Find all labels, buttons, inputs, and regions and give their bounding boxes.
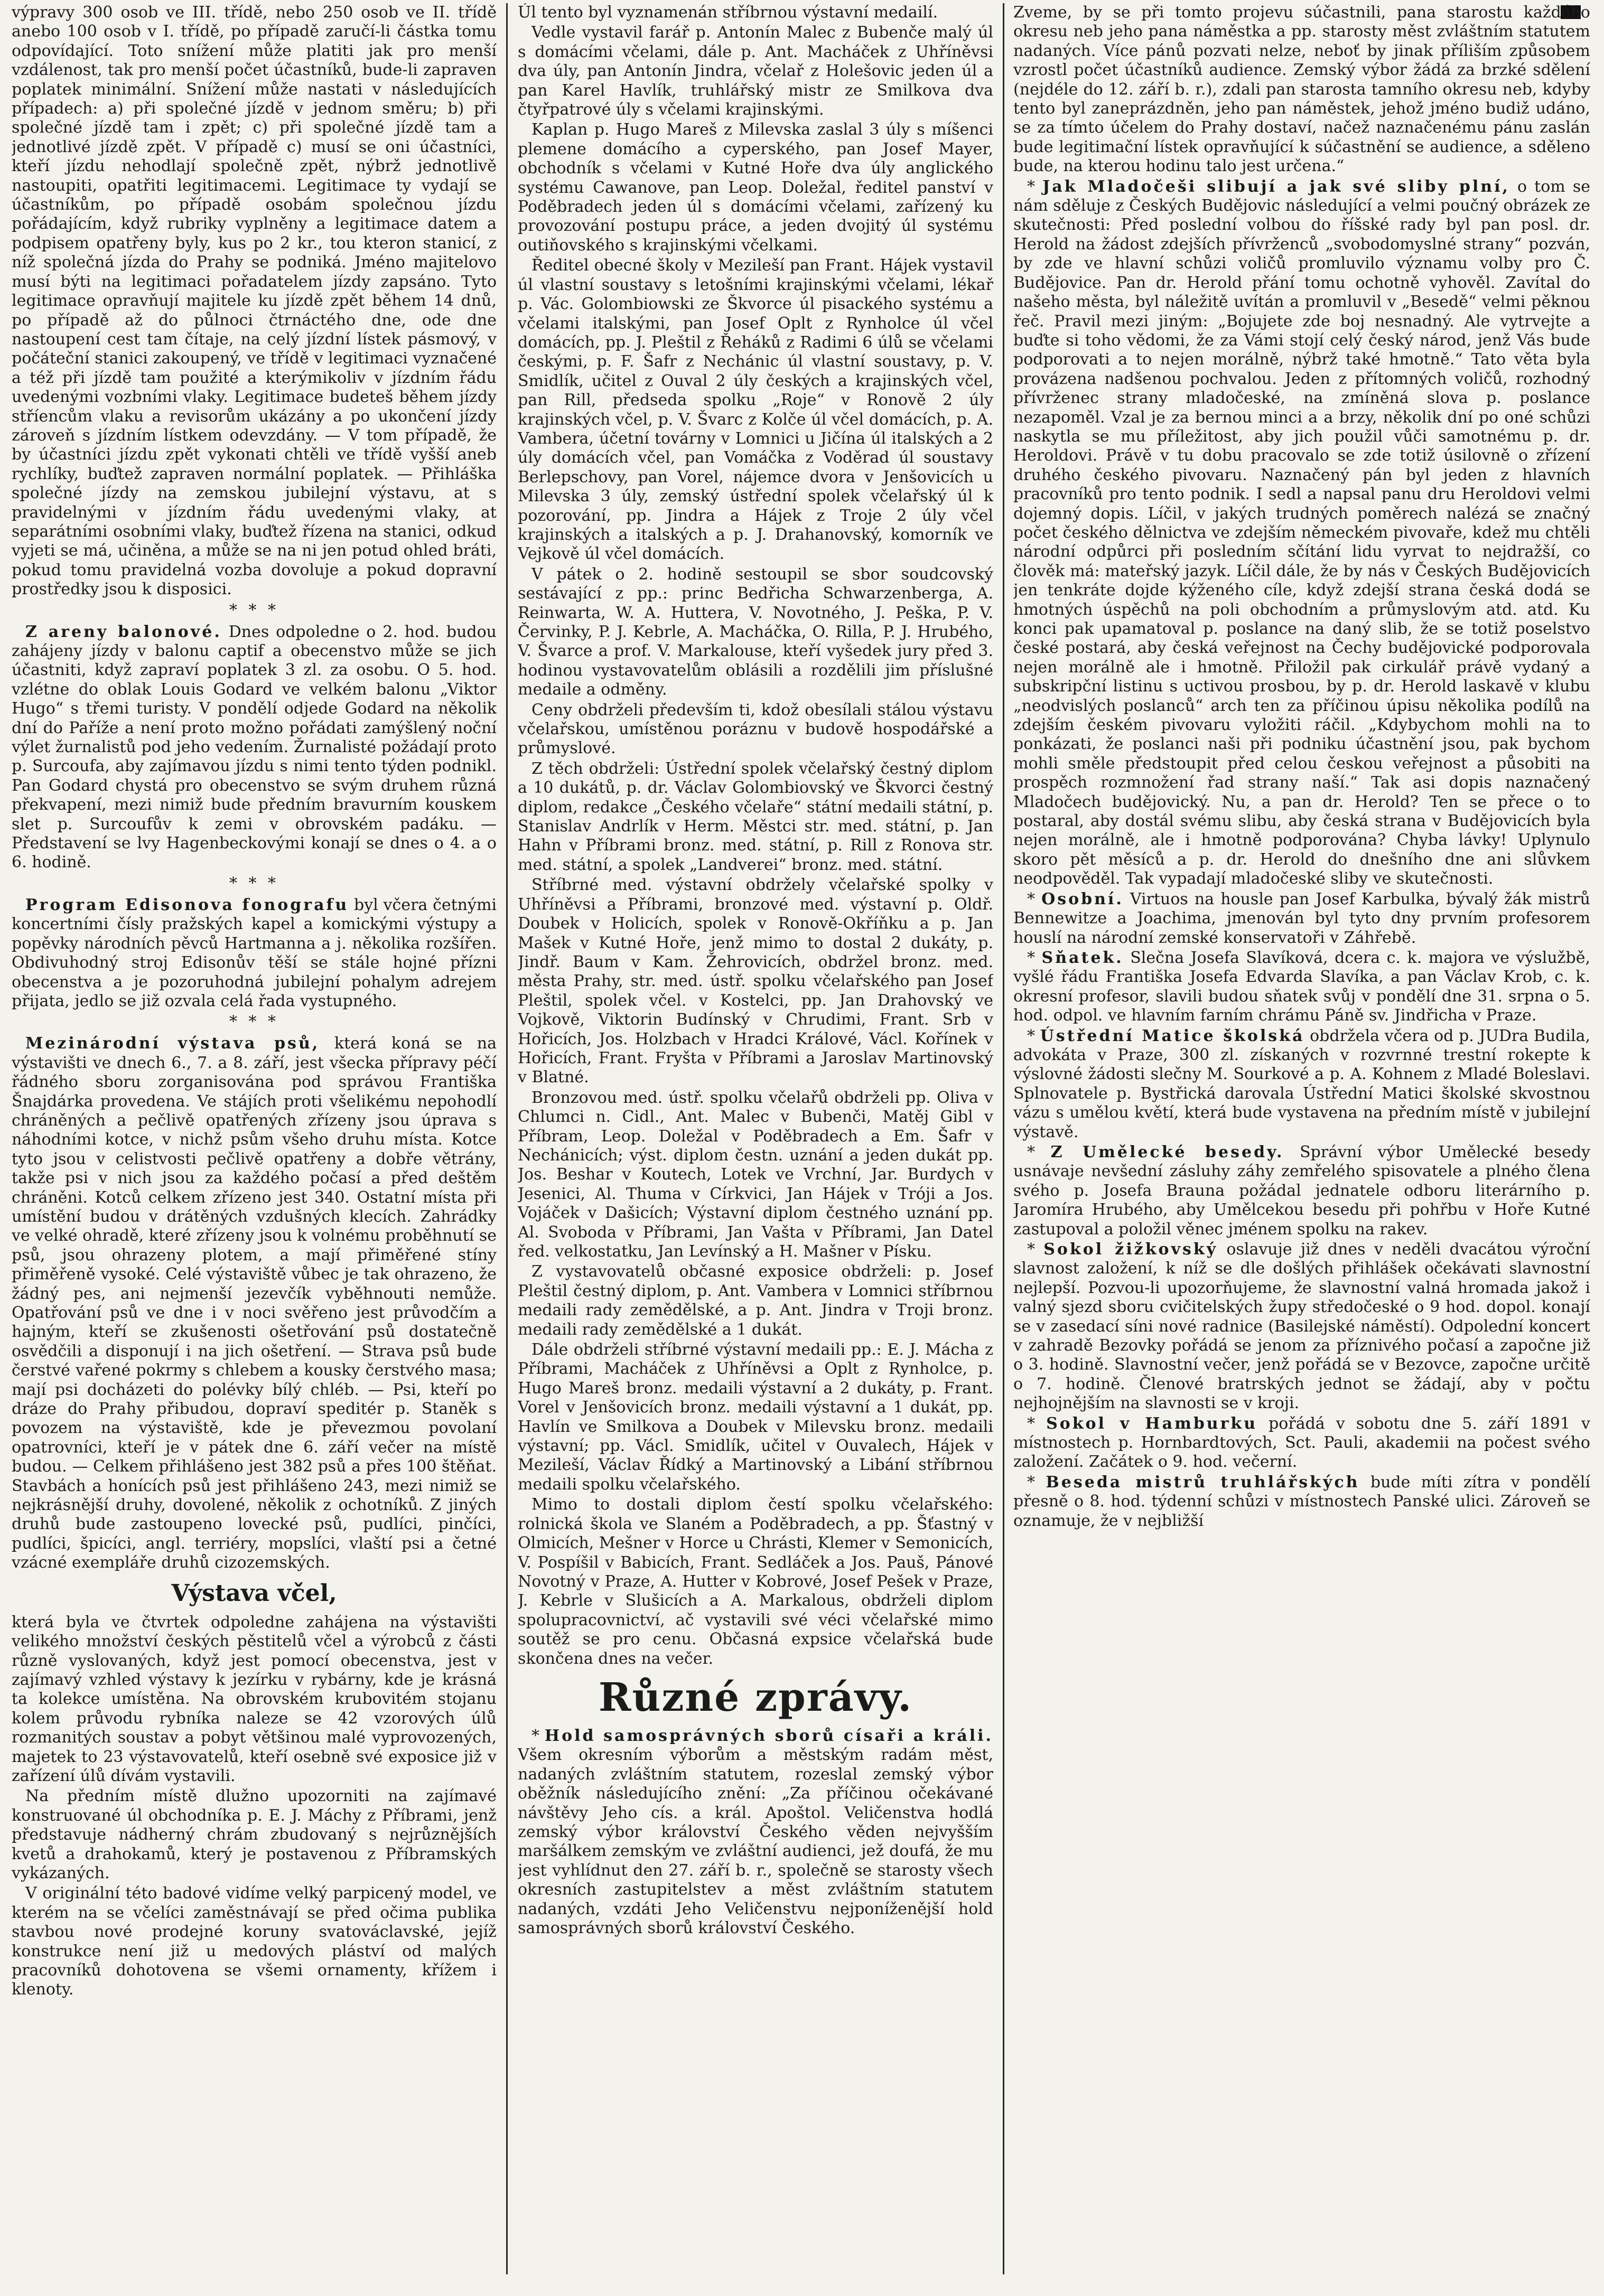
separator: * * * — [229, 601, 279, 620]
article-paragraph — [12, 623, 497, 873]
article-text: Správní výbor Umělecké besedy usnávaje nevšední zásluhy záhy zemřelého spisovatele a plného člena svého p. Josefa Brauna požádal jednatele odboru literárního p. Jaromíra Hrubého, aby Umělcekou besedu při pohřbu v Hoře Kutné zastupoval a položil věnec jménem spolku na rakev. — [1013, 1142, 1590, 1239]
article-text: Kaplan p. Hugo Mareš z Milevska zaslal 3 úly s míšenci plemene domácího a cyperského, pan Josef Mayer, obchodník s včelami v Kutné Hoře dva úly anglického systému Cawanove, pan Leop. Doležal, ředitel panství v Poděbradech jeden úl s domácími včelami, zařízený ku provozování postupu práce, a jeden dvojitý úl systému outiňovského s krajinskými včelkami. — [518, 120, 993, 255]
article-text: V originální této badové vidíme velký parpicený model, ve kterém na se včelíci zaměstnávají se před očima publika stavbou nové prodejné koruny svatováclavské, jejíž konstrukce není již u medových pláství od malých pracovníků dohotovena se všemi ornamenty, křížem i klenoty. — [12, 1884, 497, 1999]
article-text: Bronzovou med. ústř. spolku včelařů obdrželi pp. Oliva v Chlumci n. Cidl., Ant. Malec v Bubenči, Matěj Gibl v Příbram, Leop. Doležal v Poděbradech a Em. Šafr v Nechánicích; výst. diplom čestn. uznání a jeden dukát pp. Jos. Beshar v Koutech, Lotek ve Vrchní, Jar. Burdych v Jesenici, Al. Thuma v Církvici, Jan Hájek v Tróji a Jos. Vojáček v Dašicích; Výstavní diplom čestného uznání pp. Al. Svoboda v Příbrami, Jan Vašta v Příbrami, Jan Datel řed. velkostatku, Jan Levínský a H. Mašner v Písku. — [518, 1088, 993, 1261]
bullet-icon: * — [1027, 1240, 1035, 1259]
article-text: pořádá v sobotu dne 5. září 1891 v místnostech p. Hornbardtových, Sct. Pauli, akademii na počest svého založení. Začátek o 9. hod. večerní. — [1013, 1414, 1590, 1472]
column-3 — [1013, 3, 1590, 2274]
article-paragraph — [1013, 1240, 1590, 1413]
article-lead: Mezinárodní výstava psů, — [25, 1034, 320, 1053]
bullet-icon: * — [1027, 889, 1035, 908]
bullet-icon: * — [1027, 1414, 1035, 1433]
article-lead: Jak Mladočeši slibují a jak své sliby plní, — [1042, 177, 1510, 196]
article-text: Z těch obdrželi: Ústřední spolek včelařský čestný diplom a 10 dukátů, p. dr. Václav Golombiovský ve Škvorci čestný diplom, redakce „Českého včelaře“ státní medaili státní, p. Stanislav Andrlík v Herm. Městci str. med. státní, p. Jan Hahn v Příbrami bronz. med. státní, p. Rill z Ronova str. med. státní, a spolek „Landverei“ bronz. med. státní. — [518, 759, 993, 874]
article-text: Vedle vystavil farář p. Antonín Malec z Bubenče malý úl s domácími včelami, dále p. Ant. Macháček z Uhříněvsi dva úly, pan Antonín Jindra, včelař z Holešovic jeden úl a pan Karel Havlík, truhlářský mistr ze Smilkova dva čtyřpatrové úly s včelami krajinskými. — [518, 23, 993, 119]
article-text: V pátek o 2. hodině sestoupil se sbor soudcovský sestávající z pp.: princ Bedřicha Schwarzenberga, A. Reinwarta, W. A. Huttera, V. Novotného, J. Peška, P. V. Červinky, P. J. Kebrle, A. Macháčka, O. Rilla, P. J. Hrubého, V. Švarce a prof. V. Markalouse, kteří vyšedek jury před 3. hodinou vystavovatelům oblásili a rozdělili jim příslušné medaile a odměny. — [518, 565, 993, 699]
section-heading: Různé zprávy. — [599, 1674, 912, 1720]
column-1 — [12, 3, 497, 2274]
article-text: Všem okresním výborům a městským radám měst, nadaných zvláštním statutem, rozeslal zemský výbor oběžník následujícího znění: „Za příčinou očekávané návštěvy Jeho cís. a král. Apoštol. Veličenstva hodlá zemský výbor království Českého věden nejvyšším maršálkem zemským ve zvláštní audienci, jež doufá, že mu jest vyhlídnut den 27. září b. r., společně se starosty všech okresních zastupitelstev a měst zvláštním statutem nadaných, vzdáti Jeho Veličenstvu nejponíženější hold samosprávných sborů království Českého. — [518, 1746, 993, 1937]
column-2 — [518, 3, 993, 2274]
separator: * * * — [229, 1013, 279, 1032]
bullet-icon: * — [1027, 177, 1035, 196]
article-lead: Sokol žižkovský — [1043, 1240, 1218, 1259]
column-rule — [1003, 3, 1004, 2274]
article-text: Zveme, by se při tomto projevu súčastnili, pana starostu každého okresu neb jeho pana náměstka a pp. starosty měst zvláštním statutem nadaných. Více pánů pozvati nelze, neboť by jinak příliším způsobem vzrostl počet účastníků audience. Zemský výbor žádá za brzké sdělení (nejdéle do 12. září b. r.), zdali pan starosta tamního okresu neb, kdyby tento byl zaneprázdněn, jeho pan náměstek, jehož jméno budiž udáno, se za tímto účelem do Prahy dostaví, načež naznačenému pánu zaslán bude legitimační lístek opravňující k súčastnění se audience, a sděleno bude, na kterou hodinu talo jest určena.“ — [1013, 3, 1590, 176]
article-text: bude míti zítra v pondělí přesně o 8. hod. týdenní schůzi v místnostech Panské ulici. Zároveň se oznamuje, že v nejbližší — [1013, 1473, 1590, 1530]
bullet-icon: * — [1027, 1142, 1035, 1161]
article-paragraph — [1013, 949, 1590, 1026]
section-heading: Výstava včel, — [171, 1579, 337, 1607]
article-paragraph — [1013, 1414, 1590, 1472]
article-lead: Z Umělecké besedy. — [1050, 1142, 1284, 1161]
article-lead: Ústřední Matice školská — [1040, 1026, 1305, 1045]
article-paragraph — [1013, 1027, 1590, 1142]
article-lead: Osobní. — [1041, 889, 1124, 908]
article-text: oslavuje již dnes v neděli dvacátou výroční slavnost založení, k níž se dle došlých přihlášek očekávati slavnostní nejlepší. Pozvou-li upozorňujeme, že slavnostní valná hromada jakož i valný sjezd sboru cvičitelských župy středočeské o 9 hod. dopol. konají se v zasedací síni nové radnice (Basilejské náměstí). Odpolední koncert v zahradě Bezovky pořádá se jenom za příznivého počasí a započne již o 3. hodině. Slavnostní večer, jenž pořádá se v Bezovce, započne určitě o 7. hodině. Členové bratrských jednot se žádají, aby v počtu nejhojnějším na slavnosti se v kroji. — [1013, 1240, 1590, 1413]
article-text: Dnes odpoledne o 2. hod. budou zahájeny jízdy v balonu captif a obecenstvo může se jich účastniti, když zapraví poplatek 3 zl. za osobu. O 5. hod. vzlétne do oblak Louis Godard ve velkém balonu „Viktor Hugo“ s třemi turisty. V pondělí odjede Godard na několik dní do Paříže a není proto možno pořádati zamýšlený noční výlet žurnalistů pod jeho vedením. Žurnalisté požádají proto p. Surcoufa, aby zajímavou jízdu s nimi tento týden podnikl. Pan Godard chystá pro obecenstvo se svým druhem různá překvapení, mezi nimiž bude předním bravurním kouskem slet p. Surcoufův k zemi v obrovském padáku. — Představení se lvy Hagenbeckovými konají se dnes o 4. a o 6. hodině. — [12, 622, 497, 872]
article-lead: Sňatek. — [1041, 948, 1124, 967]
article-paragraph — [1013, 1473, 1590, 1531]
article-text: o tom se nám sděluje z Českých Budějovic následující a velmi poučný obrázek ze skutečnosti: Před poslední volbou do říšské rady byl pan posl. dr. Herold na žádost zdejších přívrženců „svobodomyslné strany“ pozván, by zde ve hlavní schůzi voličů promluvilo významu volby pro Č. Budějovice. Pan dr. Herold přání tomu ochotně vyhověl. Zavítal do našeho města, byl náležitě uvítán a promluvil v „Besedě“ velmi pěknou řeč. Pravil mezi jiným: „Bojujete zde boj nesnadný. Ale vytrvejte a buďte si toho vědomi, že za Vámi stojí celý český národ, jenž Vás bude podporovati a to nejen morálně, nýbrž také hmotně.“ Tato věta byla provázena nadšenou pochvalou. Jeden z přítomných voličů, rozhodný přívrženec strany mladočeské, na zmíněná slova p. poslance nezapoměl. Vzal je za bernou minci a a brzy, několik dní po oné schůzi naskytla se mu příležitost, aby jich použil vůči samotnému p. dr. Heroldovi. Právě v tu dobu pracovalo se zde totiž úsilovně o zřízení druhého českého pivovaru. Naznačený pán byl jeden z hlavních pracovníků pro tento podnik. I sedl a napsal panu dru Heroldovi velmi dojemný dopis. Líčil, v jakých trudných poměrech nalézá se značný počet českého dělnictva ve zdejším německém pivovaře, kdež mu chtěli národní odpůrci při posledním sčítání lidu vyrvat to nejdražší, co člověk má: mateřský jazyk. Líčil dále, že by nás v Českých Budějovicích jen tenkráte dojde kýženého cíle, když zdejší strana česká dodá se hmotných úspěchů na poli obchodním a průmyslovým atd. atd. Ku konci pak upamatoval p. poslance na daný slib, že se totiž poselstvo české postará, aby česká veřejnost na Čechy budějovické podporovala nejen morálně ale i hmotně. Přiložil pak cirkulář právě vydaný a subskripční listinu s uctivou prosbou, by p. dr. Herold laskavě v klubu „neodvislých poslanců“ arch ten za příčinou úpisu několika podílů na zdejším českém pivovaru vyložiti ráčil. „Kdybychom mohli na to ponkázati, že poslanci naši při podniku účastnění jsou, pak bychom mohli směle předstoupit před celou českou veřejnost a působiti na prospěch rozmnožení řad strany naší.“ Tak asi dopis naznačený Mladočech budějovický. Nu, a pan dr. Herold? Ten se přece o to postaral, aby dostál svému slibu, aby česká strana v Budějovicích byla nejen morálně, ale i hmotně podporována? Chyba lávky! Uplynulo skoro pět měsíců a p. dr. Herold do dnešního dne ani slůvkem neodpověděl. Tak vypadají mladočeské sliby ve skutečnosti. — [1013, 177, 1590, 888]
article-text: výpravy 300 osob ve III. třídě, nebo 250 osob ve II. třídě anebo 100 osob v I. třídě, po případě zaručí-li částka tomu odpovídající. Toto snížení může platiti jak pro menší vzdálenost, tak pro menší počet účastníků, bude-li zapraven poplatek minimální. Snížení může nastati v následujících případech: a) při společné jízdě v jednom směru; b) při společné jízdě tam i zpět; c) při společné jízdě tam a jednotlivé jízdě zpět. V případě c) musí se oni účastníci, kteří jízdu nehodlají společně zpět, nýbrž jednotlivě nastoupiti, opatřiti legitimacemi. Legitimace ty vydají se účastníkům, po případě osobám společnou jízdu pořádajícím, když rubriky vyplněny a legitimace datem a podpisem opatřeny byly, kus po 2 kr., tou kteron stanicí, z níž společná jízda do Prahy se podniká. Jméno majitelovo musí býti na legitimaci pořadatelem jízdy zapsáno. Tyto legitimace opravňují majitele ku jízdě zpět během 14 dnů, po případě až do půlnoci čtrnáctého dne, ode dne nastoupení cest tam čítaje, na celý jízdní lístek pásmový, v počáteční stanici zakoupený, ve třídě v legitimaci vyznačené a též při jízdě tam použité a kterýmikoliv v jízdním řádu uvedenými vozbními vlaky. Legitimace budeteš během jízdy stříencům vlaku a revisorům ukázány a po ukončení jízdy zároveň s jízdním lístkem odevzdány. — V tom případě, že by účastníci jízdu zpět vykonati chtěli ve třídě vyšší aneb rychlíky, buďtež zapraven normální poplatek. — Přihláška společné jízdy na zemskou jubilejní výstavu, at s pravidelnými v jízdním řádu uvedenými vlaky, at separátními osobními vlaky, buďtež řízena na stanici, odkud vyjeti se má, učiněna, a může se na ni jen potud ohled bráti, pokud tomu pravidelná vozba dovoluje a pokud dopravní prostředky jsou k disposici. — [12, 3, 497, 599]
article-paragraph — [12, 896, 497, 1011]
article-lead: Sokol v Hamburku — [1046, 1414, 1258, 1433]
article-text: Na předním místě dlužno upozorniti na zajímavé konstruované úl obchodníka p. E. J. Máchy z Příbrami, jenž představuje nádherný chrám zbudovaný s nejrůznějších kvetů a drahokamů, který je postavenou z Příbramských vykázaných. — [12, 1787, 497, 1882]
article-text: Slečna Josefa Slavíková, dcera c. k. majora ve výslužbě, vyšlé řádu Františka Josefa Edvarda Slavíka, a pan Václav Krob, c. k. okresní profesor, slavili budou sňatek svůj v pondělí dne 31. srpna o 5. hod. odpol. ve hlavním farním chrámu Páně sv. Jindřicha v Praze. — [1013, 948, 1590, 1025]
article-text: Mimo to dostali diplom čestí spolku včelařského: rolnická škola ve Slaném a Poděbradech, a pp. Šťastný v Olmicích, Mešner v Horce u Chrásti, Klemer v Semonicích, V. Pospíšil v Babicích, Frant. Sedláček a Jos. Pauš, Pánové Novotný v Praze, A. Hutter v Kobrové, Josef Pešek v Praze, J. Kebrle v Slušicích a A. Markalous, obdrželi diplom spolupracovnictví, ač vystavili své véci včelařské mimo soutěž se pro cenu. Občasná expsice včelařská bude skončena dnes na večer. — [518, 1495, 993, 1668]
article-lead: Beseda mistrů truhlářských — [1046, 1473, 1360, 1492]
bullet-icon: * — [1027, 1473, 1035, 1492]
article-lead: Z areny balonové. — [25, 622, 222, 641]
bullet-icon: * — [531, 1726, 539, 1745]
article-paragraph — [1013, 1143, 1590, 1239]
article-text: byl včera četnými koncertními čísly pražských kapel a komickými výstupy a popěvky národních pěvců Hartmanna a j. několika rozšířen. Obdivuhodný stroj Edisonův těší se stále hojné přízni obecenstva a je pozoruhodná jubilejní pohalym adrejem přijata, jedlo se již ozvala celá řada vystupného. — [12, 895, 497, 1010]
article-text: která koná se na výstavišti ve dnech 6., 7. a 8. září, jest všecka přípravy péčí řádného sboru zorganisována pod správou Františka Šnajdárka provedena. Ve stájích proti všelikému nepohodlí chráněných a pečlivě opatřených zřízeny jsou úprava s náhodními kotce, v nichž psům všeho druhu místa. Kotce tyto jsou v celistvosti pečlivě opatřeny a dobře větrány, takže psi v nich jsou za každého počasí a před deštěm chráněni. Kotců celkem zřízeno jest 340. Ostatní místa při umístění budou v drátěných vzdušných klecích. Zahrádky ve velké ohradě, které zřízeny jsou k volnému proběhnutí se psů, jsou ohrazeny plotem, a mají přiměřené stíny přiměřeně vysoké. Celé výstaviště vůbec je tak ohrazeno, že žádný pes, ani nejmenší jezevčík vyběhnouti nemůže. Opatřování psů ve dne i v noci svěřeno jest průvodčím a hajným, kteří se zkušenosti ošetřování psů dostatečně osvědčili a disponují i na jich ošetření. — Strava psů bude čerstvé vařené pokrmy s chlebem a kousky čerstvého masa; mají psi docházeti do polévky bílý chléb. — Psi, kteří po dráze do Prahy přibudou, dopraví speditér p. Staněk s povozem na výstaviště, kde je převezmou povolaní opatrovníci, kteří je v pátek dne 6. září večer na místě budou. — Celkem přihlášeno jest 382 psů a přes 100 štěňat. Stavbách a honících psů jest přihlášeno 243, mezi nimiž se nejkrásnější druhy, dovolené, několik z ochotníků. Z jiných druhů bude zastoupeno lovecké psů, pudlíci, pinčíci, pudlíci, špicíci, angl. terriéry, mopslíci, vlaští psi a četné vzácné exempláře druhů cizozemských. — [12, 1034, 497, 1572]
article-text: obdržela včera od p. JUDra Budila, advokáta v Praze, 300 zl. získaných v rozvrnné trestní rokepte k výslovné žádosti slečny M. Sourkové a p. A. Kohnem z Mladé Boleslavi. Splnovatele p. Bystřická darovala Ústřední Matici školské skvostnou vázu s umělou květí, která bude vystavena na předním místě v jubilejní výstavě. — [1013, 1026, 1590, 1141]
article-text: Stříbrné med. výstavní obdržely včelařské spolky v Uhříněvsi a Příbrami, bronzové med. výstavní p. Oldř. Doubek v Holicích, spolek v Ronově-Okříňku a p. Jan Mašek v Kutné Hoře, jenž mimo to dostal 2 dukáty, p. Jindř. Baum v Kam. Žehrovicích, obdržel bronz. med. města Prahy, str. med. ústř. spolku včelařského pan Josef Pleštil, spolek včel. v Kostelci, pp. Jan Drahovský ve Vojkově, Viktorin Budínský v Chrudimi, Frant. Srb v Hořicích, Jos. Holzbach v Hradci Králové, Václ. Kořínek v Hořicích, Frant. Fryšta v Příbrami a Jaroslav Martinovský v Blatné. — [518, 876, 993, 1087]
article-lead: Program Edisonova fonografu — [25, 895, 349, 914]
article-text: Úl tento byl vyznamenán stříbrnou výstavní medailí. — [518, 3, 938, 22]
article-lead: Hold samosprávných sborů císaři a králi. — [544, 1726, 993, 1745]
article-paragraph — [1013, 177, 1590, 889]
newspaper-page — [12, 3, 1591, 2274]
article-paragraph — [518, 1727, 993, 1938]
article-text: Dále obdrželi stříbrné výstavní medaili pp.: E. J. Mácha z Příbrami, Macháček z Uhříněvsi a Oplt z Rynholce, p. Hugo Mareš bronz. medaili výstavní a 2 dukáty, p. Frant. Vorel v Jenšovicích bronz. medaili výstavní a 1 dukát, pp. Havlín ve Smilkova a Doubek v Milevsku bronz. medaili výstavní; pp. Václ. Smidlík, učitel v Ouvalech, Hájek v Mezileší, Václav Řídký a Martinovský a Libání stříbrnou medaili spolku včelařského. — [518, 1341, 993, 1494]
article-text: Virtuos na housle pan Josef Karbulka, bývalý žák mistrů Bennewitze a Joachima, jmenován byl tyto dny prvním profesorem houslí na národní zemské konservatoři v Záhřebě. — [1013, 889, 1590, 947]
article-text: která byla ve čtvrtek odpoledne zahájena na výstavišti velikého množství českých pěstitelů včel a výrobců z části různě vyslovaných, když jest pomocí obecenstva, jest v zajímavý vzhled výstavy k jezírku v rybárny, kde je krásná ta kolekce umístěna. Na obrovském krubovitém stojanu kolem průvodu rybníka naleze se 42 vzorových úlů rozmanitých soustav a pobyt většinou malé vyprovozených, majetek to 23 výstavovatelů, kteří osebně své exposice již v zařízení úlů dívám vystavili. — [12, 1613, 497, 1785]
bullet-icon: * — [1027, 948, 1035, 967]
article-text: Ceny obdrželi především ti, kdož obesílali stálou výstavu včelařskou, umístěnou poráznu v budově hospodářské a průmyslové. — [518, 700, 993, 758]
article-paragraph — [1013, 890, 1590, 948]
separator: * * * — [229, 874, 279, 893]
bullet-icon: * — [1027, 1026, 1035, 1045]
article-paragraph — [12, 1034, 497, 1572]
article-text: Ředitel obecné školy v Mezileší pan Frant. Hájek vystavil úl vlastní soustavy s letošními krajinskými včelami, lékař p. Vác. Golombiowski ze Škvorce úl pisackého systému a včelami italskými, pan Josef Oplt z Rynholce úl včel domácích, pp. J. Pleštil z Řeháků z Radimi 6 úlů se včelami českými, p. F. Šafr z Nechánic úl vlastní soustavy, p. V. Smidlík, učitel z Ouval 2 úly českých a krajinských včel, pan Rill, předseda spolku „Roje“ v Ronově 2 úly krajinských včel, p. V. Švarc z Kolče úl včel domácích, p. A. Vambera, účetní továrny v Lomnici u Jičína úl italských a 2 úly domácích včel, pan Vomáčka z Voděrad úl soustavy Berlepschovy, pan Vorel, nájemce dvora v Jenšovicích u Milevska 3 úly, zemský ústřední spolek včelařský úl k pozorování, pp. Jindra a Hájek z Troje 2 úly včel krajinských a italských a p. J. Drahanovský, komorník ve Vejkově úl včel domácích. — [518, 256, 993, 564]
article-text: Z vystavovatelů občasné exposice obdrželi: p. Josef Pleštil čestný diplom, p. Ant. Vambera v Lomnici stříbrnou medaili rady zemědělské, a p. Ant. Jindra v Troji bronz. medaili rady zemědělské a 1 dukát. — [518, 1262, 993, 1339]
column-rule — [506, 3, 508, 2274]
